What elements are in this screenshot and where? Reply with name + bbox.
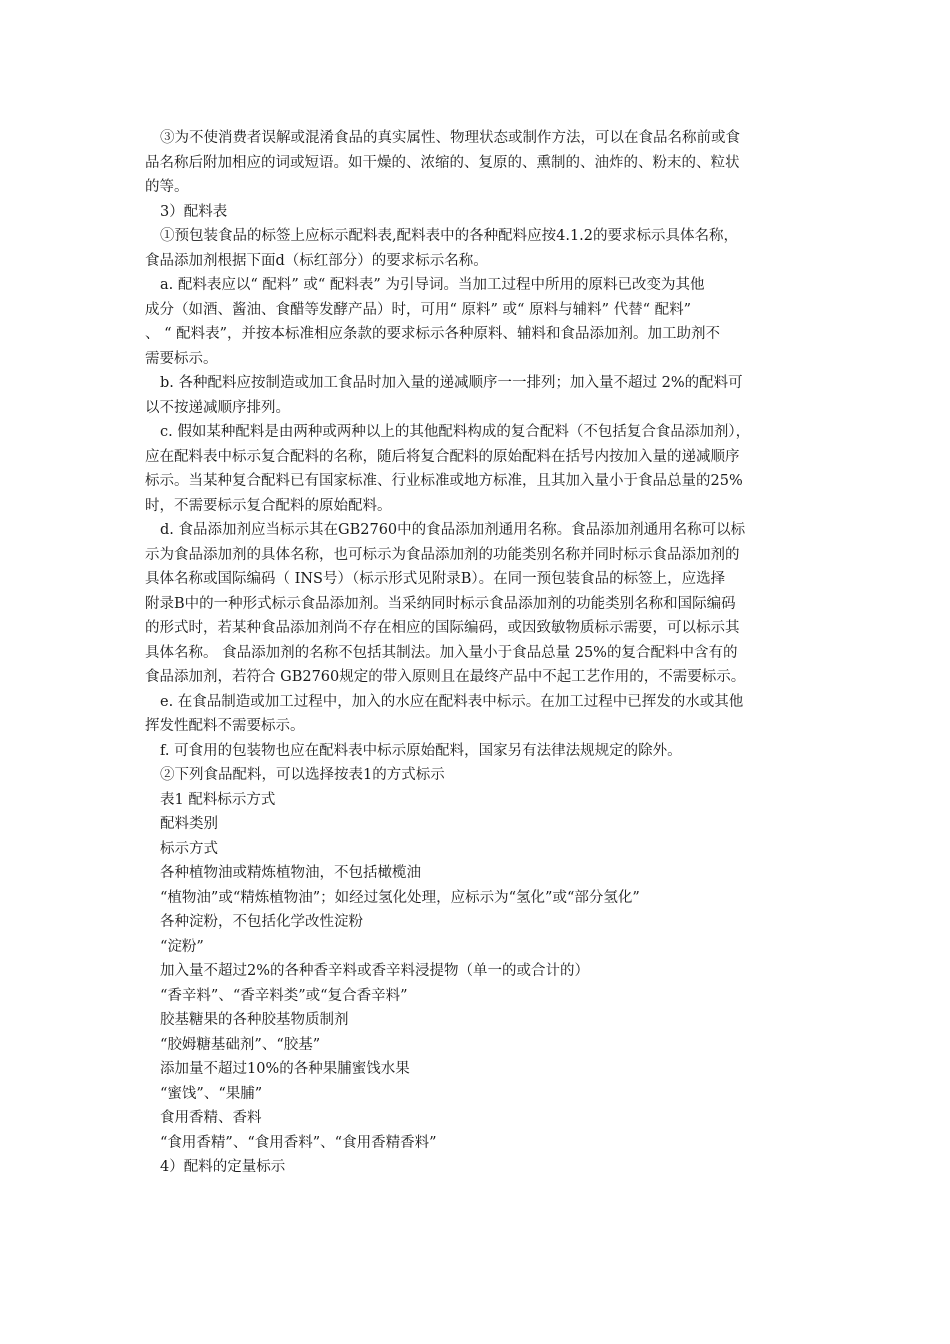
text-line: 应在配料表中标示复合配料的名称，随后将复合配料的原始配料在括号内按加入量的递减顺序 xyxy=(145,448,740,465)
text-line: 加入量不超过2%的各种香辛料或香辛料浸提物（单一的或合计的） xyxy=(160,963,590,979)
text-line: “蜜饯”、“果脯” xyxy=(160,1085,263,1102)
text-line: ②下列食品配料，可以选择按表1的方式标示 xyxy=(160,767,445,783)
text-line: 食品添加剂，若符合 GB2760规定的带入原则且在最终产品中不起工艺作用的，不需要标示。 xyxy=(145,669,746,685)
text-line: “食用香精”、“食用香料”、“食用香精香料” xyxy=(160,1134,437,1151)
text-line: 品名称后附加相应的词或短语。如干燥的、浓缩的、复原的、熏制的、油炸的、粉末的、粒状 xyxy=(145,154,740,171)
text-line: f. 可食用的包装物也应在配料表中标示原始配料，国家另有法律法规规定的除外。 xyxy=(160,742,682,759)
text-line: ①预包装食品的标签上应标示配料表,配料表中的各种配料应按4.1.2的要求标示具体名称， xyxy=(160,228,738,244)
text-line: 标示。当某种复合配料已有国家标准、行业标准或地方标准，且其加入量小于食品总量的25% xyxy=(145,473,743,489)
text-line: d. 食品添加剂应当标示其在GB2760中的食品添加剂通用名称。食品添加剂通用名称可以标 xyxy=(160,522,746,538)
text-line: ③为不使消费者误解或混淆食品的真实属性、物理状态或制作方法，可以在食品名称前或食 xyxy=(160,130,740,146)
text-line: 表1 配料标示方式 xyxy=(160,791,276,808)
text-line: 示为食品添加剂的具体名称，也可标示为食品添加剂的功能类别名称并同时标示食品添加剂的 xyxy=(145,546,740,563)
text-line: 4）配料的定量标示 xyxy=(160,1159,286,1175)
text-line: 具体名称或国际编码（ INS号）（标示形式见附录B）。在同一预包装食品的标签上，应选择 xyxy=(145,571,726,587)
text-line: 的等。 xyxy=(145,179,189,195)
text-line: c. 假如某种配料是由两种或两种以上的其他配料构成的复合配料（不包括复合食品添加剂）， xyxy=(160,424,751,440)
text-line: 添加量不超过10%的各种果脯蜜饯水果 xyxy=(160,1061,410,1077)
text-line: 需要标示。 xyxy=(145,350,218,367)
text-line: “香辛料”、“香辛料类”或“复合香辛料” xyxy=(160,987,408,1004)
text-line: 以不按递减顺序排列。 xyxy=(145,399,290,416)
text-line: 附录B中的一种形式标示食品添加剂。当采纳同时标示食品添加剂的功能类别名称和国际编码 xyxy=(145,595,736,612)
text-line: “胶姆糖基础剂”、“胶基” xyxy=(160,1036,321,1053)
text-line: 挥发性配料不需要标示。 xyxy=(145,718,305,734)
text-line: 各种淀粉，不包括化学改性淀粉 xyxy=(160,914,363,930)
text-line: a. 配料表应以“ 配料” 或“ 配料表” 为引导词。当加工过程中所用的原料已改变为其他 xyxy=(160,277,705,293)
text-line: 、 “ 配料表”，并按本标准相应条款的要求标示各种原料、辅料和食品添加剂。加工助剂不 xyxy=(145,326,721,342)
text-line: 具体名称。 食品添加剂的名称不包括其制法。加入量小于食品总量 25%的复合配料中含有的 xyxy=(145,644,738,661)
text-line: 食品添加剂根据下面d（标红部分）的要求标示名称。 xyxy=(145,252,488,269)
text-line: 的形式时，若某种食品添加剂尚不存在相应的国际编码，或因致敏物质标示需要，可以标示其 xyxy=(145,620,740,636)
text-line: 胶基糖果的各种胶基物质制剂 xyxy=(160,1012,349,1028)
document-body xyxy=(145,126,810,1180)
text-line: 配料类别 xyxy=(160,816,218,832)
text-line: 各种植物油或精炼植物油，不包括橄榄油 xyxy=(160,865,421,881)
text-line: 食用香精、香料 xyxy=(160,1110,262,1126)
text-line: b. 各种配料应按制造或加工食品时加入量的递减顺序一一排列；加入量不超过 2%的配料可 xyxy=(160,375,743,391)
text-line: “植物油”或“精炼植物油”；如经过氢化处理，应标示为“氢化”或“部分氢化” xyxy=(160,889,640,906)
text-line: 3）配料表 xyxy=(160,203,228,220)
text-line: e. 在食品制造或加工过程中，加入的水应在配料表中标示。在加工过程中已挥发的水或其他 xyxy=(160,693,744,710)
text-line: “淀粉” xyxy=(160,938,204,955)
text-line: 标示方式 xyxy=(160,840,218,857)
text-line: 时，不需要标示复合配料的原始配料。 xyxy=(145,497,392,514)
text-line: 成分（如酒、酱油、食醋等发酵产品）时，可用“ 原料” 或“ 原料与辅料” 代替“ 配料” xyxy=(145,301,692,318)
